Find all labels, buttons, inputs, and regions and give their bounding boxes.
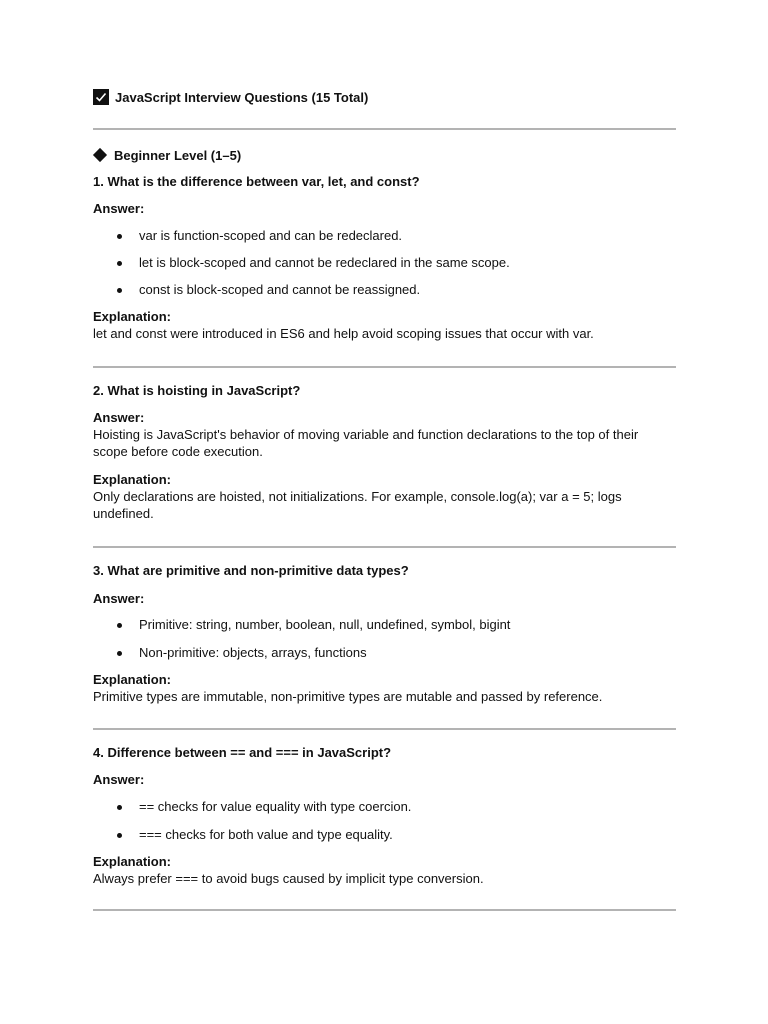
answer-label: Answer: <box>93 772 145 787</box>
list-item-text: == checks for value equality with type coercion. <box>139 799 412 814</box>
list-item-text: let is block-scoped and cannot be redeclared in the same scope. <box>139 255 510 270</box>
diamond-icon <box>93 148 107 162</box>
document-title-text: JavaScript Interview Questions (15 Total) <box>115 89 369 105</box>
answer-label: Answer: <box>93 591 145 606</box>
divider <box>93 366 676 368</box>
list-item-text: === checks for both value and type equality. <box>139 827 393 842</box>
list-item <box>93 254 676 271</box>
bullet-icon <box>117 805 122 810</box>
list-item-text: Non-primitive: objects, arrays, functions <box>139 645 367 660</box>
bullet-icon <box>117 623 122 628</box>
explanation-text-line-2: undefined. <box>93 506 154 521</box>
question-4 <box>93 744 676 887</box>
bullet-icon <box>117 651 122 656</box>
answer-list <box>93 616 676 661</box>
question-2 <box>93 382 676 522</box>
level-heading <box>93 146 241 164</box>
answer-label: Answer: <box>93 410 145 425</box>
bullet-icon <box>117 288 122 293</box>
bullet-icon <box>117 261 122 266</box>
answer-text-line-1: Hoisting is JavaScript's behavior of moving variable and function declarations to the top of their <box>93 427 639 442</box>
level-heading-text: Beginner Level (1–5) <box>114 147 242 163</box>
explanation-label: Explanation: <box>93 854 172 869</box>
list-item-text: const is block-scoped and cannot be reassigned. <box>139 282 421 297</box>
divider <box>93 728 676 730</box>
explanation-label: Explanation: <box>93 309 172 324</box>
list-item <box>93 281 676 298</box>
list-item <box>93 798 676 815</box>
answer-text-line-2: scope before code execution. <box>93 444 263 459</box>
list-item <box>93 227 676 244</box>
question-title: 4. Difference between == and === in JavaScript? <box>93 745 392 760</box>
list-item <box>93 826 676 843</box>
answer-label: Answer: <box>93 201 145 216</box>
check-box-icon <box>93 89 109 105</box>
list-item <box>93 616 676 633</box>
divider <box>93 909 676 911</box>
question-1 <box>93 173 676 342</box>
list-item <box>93 644 676 661</box>
bullet-icon <box>117 234 122 239</box>
divider <box>93 128 676 130</box>
answer-list <box>93 227 676 298</box>
question-title: 2. What is hoisting in JavaScript? <box>93 383 301 398</box>
document-title <box>93 88 368 106</box>
explanation-text: Always prefer === to avoid bugs caused by implicit type conversion. <box>93 871 484 886</box>
question-title: 1. What is the difference between var, let, and const? <box>93 174 420 189</box>
bullet-icon <box>117 833 122 838</box>
question-3 <box>93 562 676 705</box>
explanation-text: Primitive types are immutable, non-primitive types are mutable and passed by reference. <box>93 689 603 704</box>
explanation-text-line-1: Only declarations are hoisted, not initializations. For example, console.log(a); var a = 5; logs <box>93 489 622 504</box>
explanation-label: Explanation: <box>93 472 172 487</box>
explanation-text: let and const were introduced in ES6 and help avoid scoping issues that occur with var. <box>93 326 594 341</box>
answer-list <box>93 798 676 843</box>
list-item-text: Primitive: string, number, boolean, null, undefined, symbol, bigint <box>139 617 511 632</box>
divider <box>93 546 676 548</box>
question-title: 3. What are primitive and non-primitive data types? <box>93 563 409 578</box>
explanation-label: Explanation: <box>93 672 172 687</box>
list-item-text: var is function-scoped and can be redeclared. <box>139 228 403 243</box>
